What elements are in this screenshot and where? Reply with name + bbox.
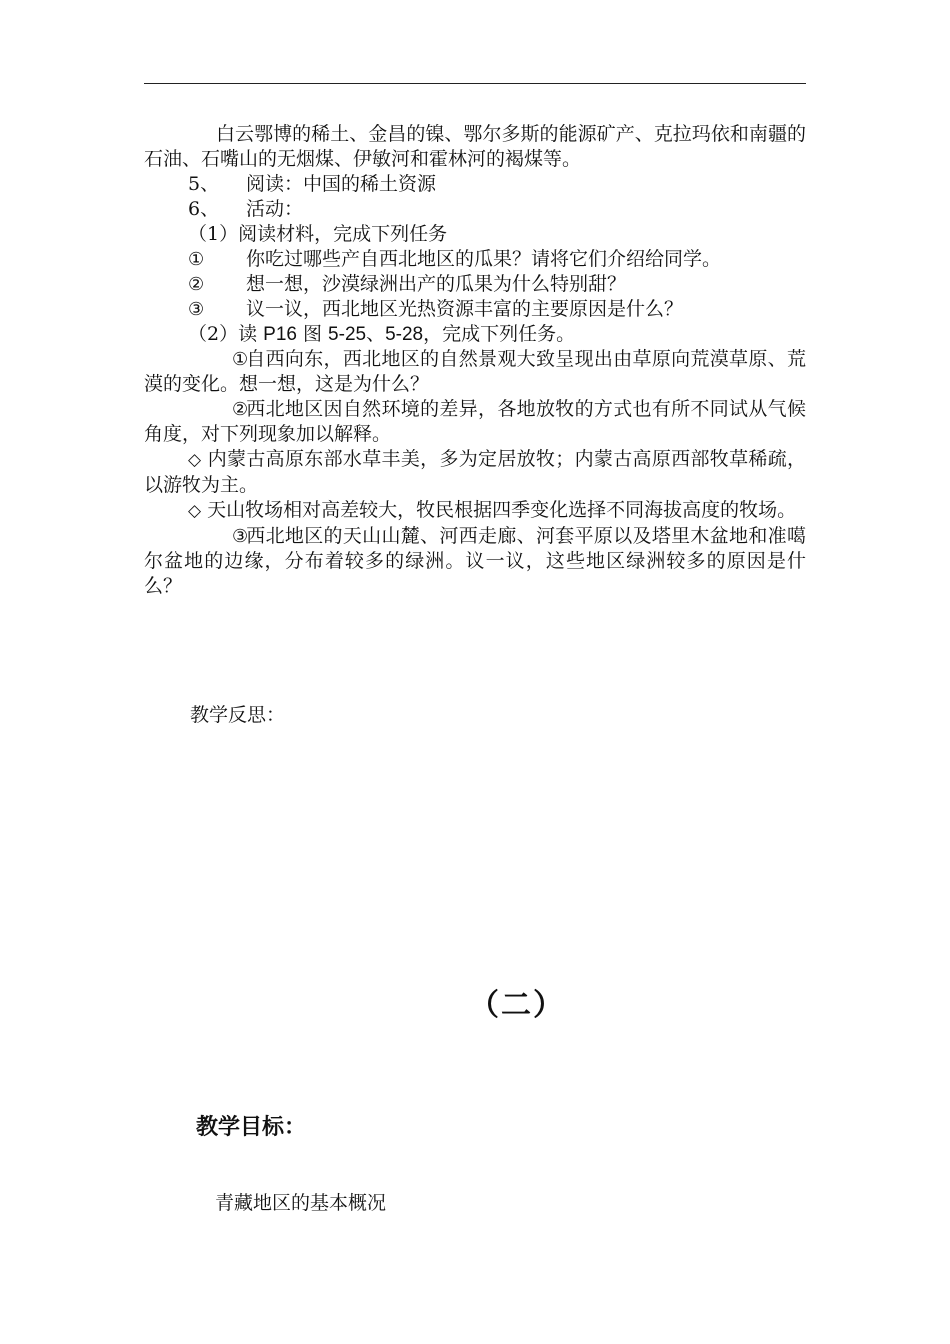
bullet-tianshan [144, 498, 806, 524]
item-text: 阅读：中国的稀土资源 [246, 173, 437, 195]
paragraph-minerals: 白云鄂博的稀土、金昌的镍、鄂尔多斯的能源矿产、克拉玛依和南疆的石油、石嘴山的无烟煤、伊敏河和霍林河的褐煤等。 [144, 123, 806, 170]
task-2-3 [144, 524, 806, 599]
page-ref: P16 [263, 324, 297, 345]
sub-task-2-lead: （2）读 [188, 323, 264, 345]
header-rule [144, 83, 806, 84]
list-item-6 [144, 197, 806, 222]
task-text: 你吃过哪些产自西北地区的瓜果？请将它们介绍给同学。 [246, 248, 722, 270]
diamond-bullet-icon: ◇ [188, 450, 202, 470]
task-1-1 [144, 247, 806, 272]
figure-word: 图 [296, 323, 329, 345]
task-text: 西北地区因自然环境的差异，各地放牧的方式也有所不同试从气候角度，对下列现象加以解释。 [144, 398, 806, 445]
item-number: 6、 [188, 198, 220, 220]
task-text: 议一议，西北地区光热资源丰富的主要原因是什么？ [246, 298, 684, 320]
circled-number: ② [232, 399, 249, 420]
figure-ref: 5-25、5-28 [328, 324, 424, 345]
bullet-inner-mongolia [144, 447, 806, 498]
circled-number: ② [188, 274, 205, 295]
item-number: 5、 [188, 173, 220, 195]
circled-number: ① [188, 249, 205, 270]
task-text: 西北地区的天山山麓、河西走廊、河套平原以及塔里木盆地和准噶尔盆地的边缘，分布着较多的绿洲。议一议，这些地区绿洲较多的原因是什么？ [144, 525, 806, 597]
task-1-3 [144, 297, 806, 322]
bullet-text: 内蒙古高原东部水草丰美，多为定居放牧；内蒙古高原西部牧草稀疏，以游牧为主。 [144, 448, 806, 496]
list-item-5 [144, 172, 806, 197]
task-text: 想一想，沙漠绿洲出产的瓜果为什么特别甜？ [246, 273, 627, 295]
goal-item: 青藏地区的基本概况 [215, 1192, 387, 1214]
section-title: （二） [469, 988, 565, 1023]
circled-number: ③ [188, 299, 205, 320]
circled-number: ③ [232, 526, 249, 547]
task-text: 自西向东，西北地区的自然景观大致呈现出由草原向荒漠草原、荒漠的变化。想一想，这是为什么？ [144, 348, 806, 395]
task-2-2 [144, 397, 806, 447]
goal-heading: 教学目标： [196, 1115, 307, 1140]
sub-task-2-tail: ，完成下列任务。 [423, 323, 576, 345]
task-2-1 [144, 347, 806, 397]
sub-task-1: （1）阅读材料，完成下列任务 [188, 223, 448, 245]
teaching-reflection-label: 教学反思： [190, 704, 286, 726]
document-body [144, 122, 806, 599]
task-1-2 [144, 272, 806, 297]
sub-task-2 [144, 322, 806, 347]
circled-number: ① [232, 349, 249, 370]
bullet-text: 天山牧场相对高差较大，牧民根据四季变化选择不同海拔高度的牧场。 [201, 499, 797, 521]
diamond-bullet-icon: ◇ [188, 501, 202, 521]
item-text: 活动： [246, 198, 304, 220]
